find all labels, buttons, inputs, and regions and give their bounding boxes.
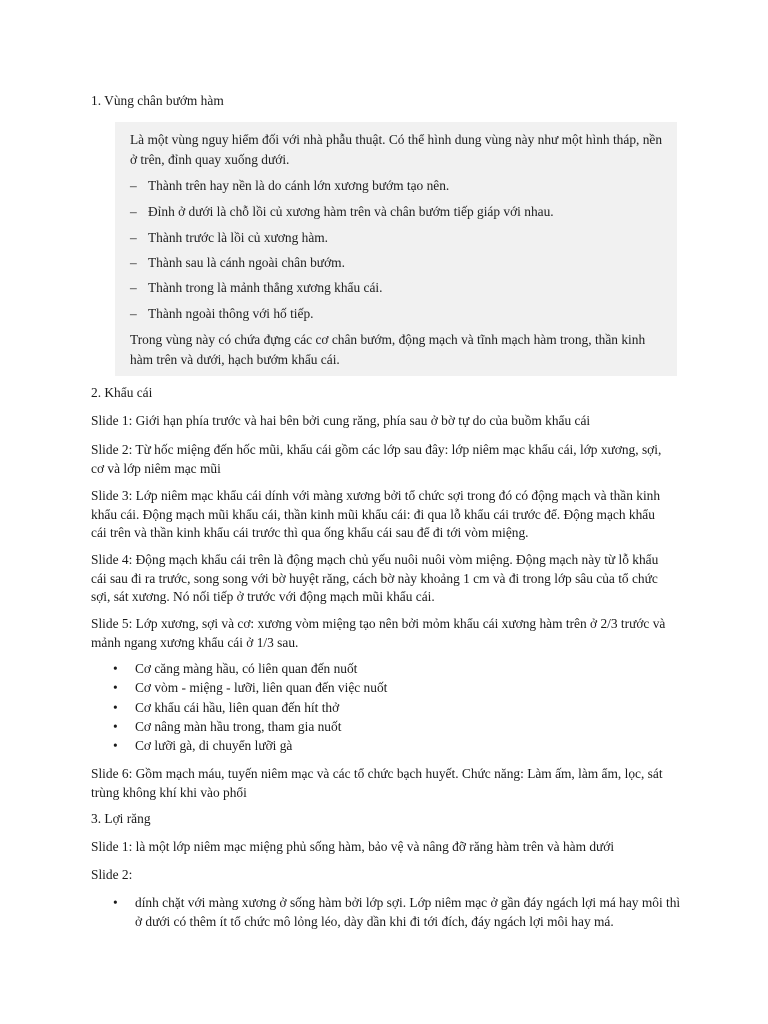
- section3-heading: 3. Lợi răng: [91, 811, 151, 826]
- section2-slide4: Slide 4: Động mạch khẩu cái trên là động mạch chủ yếu nuôi nuôi vòm miệng. Động mạch này từ lỗ khẩu cái sau đi ra trước, song song với bờ huyệt răng, cách bờ này khoảng 1 cm và đi trong lớp sâu của tổ chức sợi, sát xương. Nó nối tiếp ở trước với động mạch mũi khẩu cái.: [91, 552, 659, 604]
- section3-slide2: Slide 2:: [91, 867, 133, 882]
- list-item: • Cơ nâng màn hầu trong, tham gia nuốt: [113, 718, 342, 734]
- list-item: • Cơ lưỡi gà, di chuyển lưỡi gà: [113, 738, 293, 754]
- section2-slide2: Slide 2: Từ hốc miệng đến hốc mũi, khẩu cái gồm các lớp sau đây: lớp niêm mạc khẩu cái, lớp xương, sợi, cơ và lớp niêm mạc mũi: [91, 442, 662, 476]
- list-item: • Cơ căng màng hầu, có liên quan đến nuốt: [113, 661, 358, 676]
- list-item: • dính chặt với màng xương ở sống hàm bởi lớp sợi. Lớp niêm mạc ở gần đáy ngách lợi má hay môi thì ở dưới có thêm ít tổ chức mô lỏng léo, dày dần khi đi tới đích, đáy ngách lợi môi hay má.: [113, 895, 681, 929]
- section2-muscle-list: [91, 659, 681, 755]
- section1-heading: 1. Vùng chân bướm hàm: [91, 93, 224, 108]
- section2-slide6: Slide 6: Gồm mạch máu, tuyến niêm mạc và các tổ chức bạch huyết. Chức năng: Làm ấm, làm ẩm, lọc, sát trùng không khí khi vào phổi: [91, 766, 663, 800]
- section2-slide5: Slide 5: Lớp xương, sợi và cơ: xương vòm miệng tạo nên bởi mỏm khẩu cái xương hàm trên ở 2/3 trước và mảnh ngang xương khẩu cái ở 1/3 sau.: [91, 616, 666, 650]
- section1-item: – Thành trên hay nền là do cánh lớn xương bướm tạo nên.: [130, 178, 450, 193]
- section1-item: – Thành sau là cánh ngoài chân bướm.: [130, 255, 345, 270]
- section1-item: – Thành ngoài thông với hố tiếp.: [130, 306, 314, 321]
- list-item: • Cơ vòm - miệng - lưỡi, liên quan đến việc nuốt: [113, 680, 388, 696]
- section1-outro: Trong vùng này có chứa đựng các cơ chân bướm, động mạch và tĩnh mạch hàm trong, thần kinh hàm trên và dưới, hạch bướm khẩu cái.: [130, 332, 646, 367]
- section2-slide1: Slide 1: Giới hạn phía trước và hai bên bởi cung răng, phía sau ở bờ tự do của buồm khẩu cái: [91, 413, 591, 428]
- section1-item: – Thành trong là mảnh thẳng xương khẩu cái.: [130, 280, 383, 295]
- section2-heading: 2. Khẩu cái: [91, 385, 153, 400]
- section2-slide3: Slide 3: Lớp niêm mạc khẩu cái dính với màng xương bởi tổ chức sợi trong đó có động mạch và thần kinh khẩu cái. Động mạch mũi khẩu cái, thần kinh mũi khẩu cái: đi qua lỗ khẩu cái trước để. Động mạch khẩu cái trên và thần kinh khẩu cái trước thì qua ống khẩu cái sau để đi tới vòm miệng.: [91, 488, 661, 540]
- list-item: • Cơ khẩu cái hầu, liên quan đến hít thở: [113, 699, 340, 715]
- section1-item: – Đỉnh ở dưới là chỗ lồi củ xương hàm trên và chân bướm tiếp giáp với nhau.: [130, 204, 554, 219]
- section1-quote-box: [115, 122, 677, 376]
- section1-item: – Thành trước là lồi củ xương hàm.: [130, 230, 329, 245]
- section1-intro: Là một vùng nguy hiểm đối với nhà phẫu thuật. Có thể hình dung vùng này như một hình tháp, nền ở trên, đỉnh quay xuống dưới.: [130, 132, 663, 167]
- section3-list: [91, 894, 681, 931]
- section3-slide1: Slide 1: là một lớp niêm mạc miệng phủ sống hàm, bảo vệ và nâng đỡ răng hàm trên và hàm dưới: [91, 839, 615, 854]
